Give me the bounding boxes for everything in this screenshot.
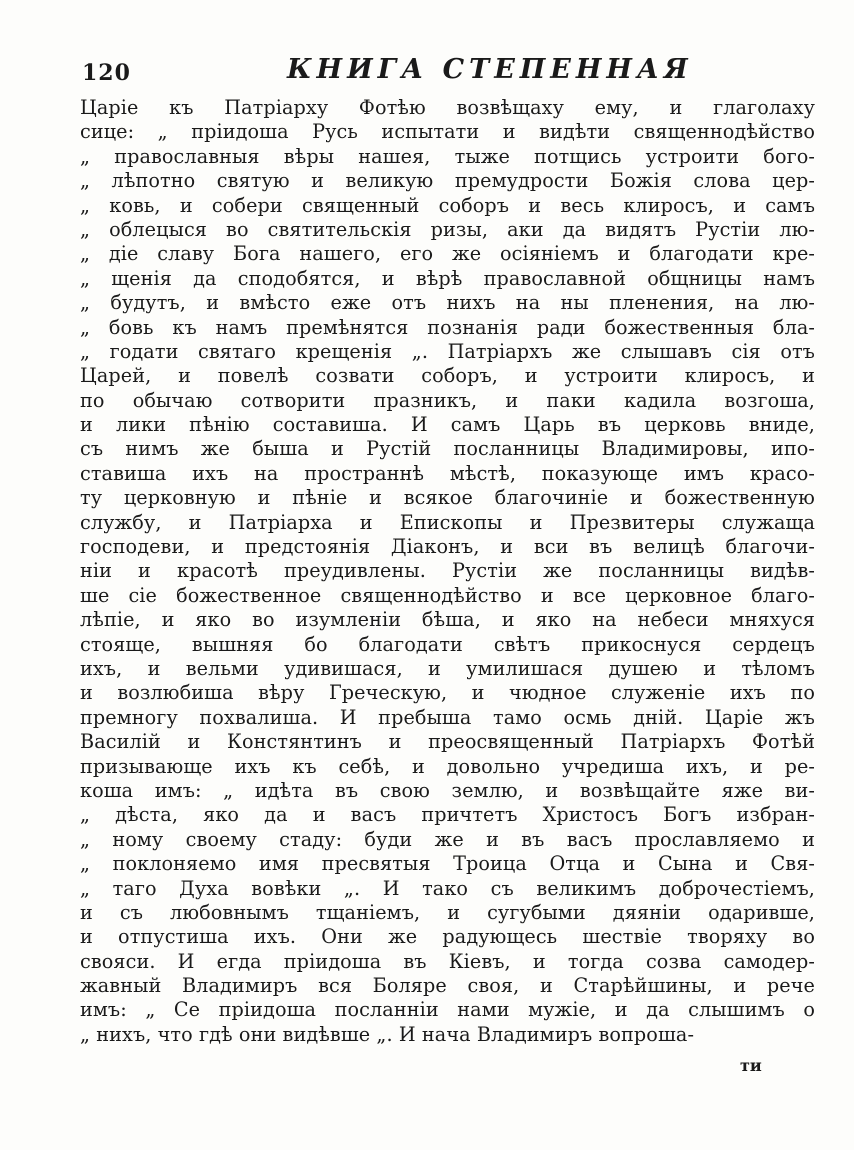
text-line: „ діе славу Бога нашего, его же осіяніемъ и благодати кре- <box>80 242 815 266</box>
text-line: ставиша ихъ на пространнѣ мѣстѣ, показующе имъ красо- <box>80 461 815 485</box>
text-line: лѣпіе, и яко во изумленіи бѣша, и яко на небеси мняхуся <box>80 608 815 632</box>
page-number: 120 <box>82 60 131 86</box>
text-line: и лики пѣнію составиша. И самъ Царь въ церковь вниде, <box>80 413 815 437</box>
text-line: „ православныя вѣры нашея, тыже потщись устроити бого- <box>80 144 815 168</box>
page-header <box>82 52 802 92</box>
text-line: „ нихъ, что гдѣ они видѣвше „. И нача Владимиръ вопроша- <box>80 1022 695 1046</box>
text-line: „ облецыся во святительскія ризы, аки да видятъ Рустіи лю- <box>80 217 815 241</box>
text-line: премногу похвалиша. И пребыша тамо осмь дній. Царіе жъ <box>80 705 815 729</box>
text-line: ніи и красотѣ преудивлены. Рустіи же посланницы видѣв- <box>80 559 815 583</box>
text-line: „ будутъ, и вмѣсто еже отъ нихъ на ны пленения, на лю- <box>80 291 815 315</box>
running-title: КНИГА СТЕПЕННАЯ <box>287 54 693 85</box>
text-line: сице: „ пріидоша Русь испытати и видѣти священнодѣйство <box>80 120 815 144</box>
text-line: „ щенія да сподобятся, и вѣрѣ православной общницы намъ <box>80 266 815 290</box>
text-line: ихъ, и вельми удивишася, и умилишася душею и тѣломъ <box>80 656 815 680</box>
body-text <box>80 96 815 1047</box>
text-line: „ годати святаго крещенія „. Патріархъ же слышавъ сія отъ <box>80 339 815 363</box>
text-line: ше сіе божественное священнодѣйство и все церковное благо- <box>80 583 815 607</box>
text-line: по обычаю сотворити празникъ, и паки кадила возгоша, <box>80 388 815 412</box>
text-line: „ таго Духа вовѣки „. И тако съ великимъ доброчестіемъ, <box>80 876 815 900</box>
text-line: и съ любовнымъ тщаніемъ, и сугубыми дяяніи одаривше, <box>80 900 815 924</box>
text-line: „ лѣпотно святую и великую премудрости Божія слова цер- <box>80 169 815 193</box>
text-line: и отпустиша ихъ. Они же радующесь шествіе творяху во <box>80 925 815 949</box>
text-line: призывающе ихъ къ себѣ, и довольно учредиша ихъ, и ре- <box>80 754 815 778</box>
text-line: коша имъ: „ идѣта въ свою землю, и возвѣщайте яже ви- <box>80 778 815 802</box>
text-line: свояси. И егда пріидоша въ Кіевъ, и тогда созва самодер- <box>80 949 815 973</box>
text-line: „ бовь къ намъ премѣнятся познанія ради божественныя бла- <box>80 315 815 339</box>
text-line: ту церковную и пѣніе и всякое благочиніе и божественную <box>80 486 815 510</box>
text-line: стояще, вышняя бо благодати свѣтъ прикоснуся сердецъ <box>80 632 815 656</box>
text-line: „ ному своему стаду: буди же и въ васъ прославляемо и <box>80 827 815 851</box>
text-line: Царіе къ Патріарху Фотѣю возвѣщаху ему, и глаголаху <box>80 96 815 119</box>
text-line: господеви, и предстоянія Діаконъ, и вси въ велицѣ благочи- <box>80 535 815 559</box>
text-line: Царей, и повелѣ созвати соборъ, и устроити клиросъ, и <box>80 364 815 388</box>
text-line: „ дѣста, яко да и васъ причтетъ Христосъ Богъ избран- <box>80 803 815 827</box>
text-line: „ поклоняемо имя пресвятыя Троица Отца и Сына и Свя- <box>80 852 815 876</box>
text-line: Василій и Констянтинъ и преосвященный Патріархъ Фотѣй <box>80 730 815 754</box>
catchword: ти <box>740 1056 762 1075</box>
text-line: и возлюбиша вѣру Греческую, и чюдное служеніе ихъ по <box>80 681 815 705</box>
text-line: съ нимъ же быша и Рустій посланницы Владимировы, ипо- <box>80 437 815 461</box>
text-line: имъ: „ Се пріидоша посланніи нами мужіе, и да слышимъ о <box>80 998 815 1022</box>
text-line: жавный Владимиръ вся Боляре своя, и Старѣйшины, и рече <box>80 974 815 998</box>
text-line: службу, и Патріарха и Епископы и Презвитеры служаща <box>80 510 815 534</box>
text-line: „ ковь, и собери священный соборъ и весь клиросъ, и самъ <box>80 193 815 217</box>
